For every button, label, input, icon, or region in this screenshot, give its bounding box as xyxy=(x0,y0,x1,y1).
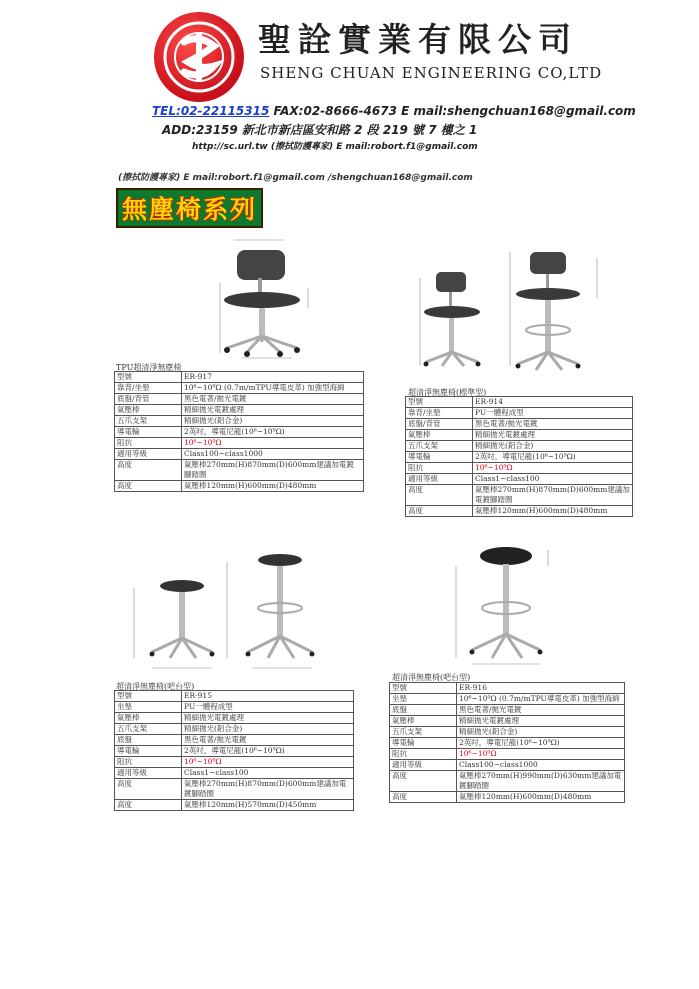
spec-key: 導電輪 xyxy=(115,427,182,438)
spec-value: 氣壓棒120mm(H)600mm(D)480mm xyxy=(457,792,625,803)
table-row xyxy=(406,430,633,441)
spec-value: 10⁶~10⁹Ω xyxy=(182,438,364,449)
spec-key: 高度 xyxy=(390,771,457,792)
product-photo-er916 xyxy=(448,536,568,668)
product-photo-er914 xyxy=(412,238,622,383)
spec-key: 導電輪 xyxy=(115,746,182,757)
spec-value: 精細拋光電鍍處理 xyxy=(473,430,633,441)
spec-key: 氣壓棒 xyxy=(115,713,182,724)
web-line: http://sc.url.tw (擦拭防護專家) E mail:robort.f1@gmail.com xyxy=(192,142,478,152)
spec-key: 高度 xyxy=(406,506,473,517)
spec-key: 型號 xyxy=(406,397,473,408)
table-row xyxy=(406,408,633,419)
spec-value: 10⁶~10⁹Ω xyxy=(182,757,354,768)
table-row xyxy=(115,768,354,779)
spec-key: 阻抗 xyxy=(115,438,182,449)
spec-key: 阻抗 xyxy=(115,757,182,768)
spec-table-er917 xyxy=(114,371,364,492)
table-row xyxy=(115,394,364,405)
company-name-cn: 聖詮實業有限公司 xyxy=(258,20,578,59)
spec-key: 五爪支架 xyxy=(115,724,182,735)
product-caption-er916: 超清淨無塵椅(吧台型) xyxy=(392,673,471,682)
spec-key: 阻抗 xyxy=(406,463,473,474)
table-row xyxy=(390,705,625,716)
spec-table-er915 xyxy=(114,690,354,811)
spec-key: 氣壓棒 xyxy=(390,716,457,727)
table-row xyxy=(115,746,354,757)
spec-value: 精細拋光電鍍處理 xyxy=(182,405,364,416)
spec-key: 五爪支架 xyxy=(390,727,457,738)
table-row xyxy=(115,724,354,735)
spec-key: 底盤/背管 xyxy=(406,419,473,430)
spec-key: 底盤 xyxy=(390,705,457,716)
table-row xyxy=(390,749,625,760)
spec-value: 氣壓棒270mm(H)990mm(D)630mm建議加電鍍腳踏圈 xyxy=(457,771,625,792)
table-row xyxy=(406,485,633,506)
spec-value: Class1~class100 xyxy=(473,474,633,485)
spec-key: 型號 xyxy=(115,372,182,383)
table-row xyxy=(406,474,633,485)
spec-key: 導電輪 xyxy=(390,738,457,749)
table-row xyxy=(115,427,364,438)
fax-mail-text: FAX:02-8666-4673 E mail:shengchuan168@gmail.com xyxy=(269,104,636,118)
spec-value: Class100~class1000 xyxy=(182,449,364,460)
spec-value: Class100~class1000 xyxy=(457,760,625,771)
spec-key: 阻抗 xyxy=(390,749,457,760)
spec-value: 氣壓棒270mm(H)870mm(D)600mm建議加電鍍腳踏圈 xyxy=(182,460,364,481)
table-row xyxy=(115,800,354,811)
spec-key: 靠背/坐墊 xyxy=(406,408,473,419)
spec-table-body xyxy=(115,691,354,811)
spec-key: 型號 xyxy=(390,683,457,694)
spec-value: 精細拋光電鍍處理 xyxy=(182,713,354,724)
spec-value: ER-915 xyxy=(182,691,354,702)
spec-key: 適用等級 xyxy=(390,760,457,771)
spec-key: 坐墊 xyxy=(115,702,182,713)
table-row xyxy=(406,441,633,452)
spec-key: 高度 xyxy=(115,460,182,481)
table-row xyxy=(115,460,364,481)
spec-value: ER-916 xyxy=(457,683,625,694)
spec-value: 10⁶~10⁹Ω (0.7m/mTPU導電皮革) 加強型海綿 xyxy=(457,694,625,705)
spec-value: ER-914 xyxy=(473,397,633,408)
table-row xyxy=(390,792,625,803)
address-line: ADD:23159 新北市新店區安和路 2 段 219 號 7 樓之 1 xyxy=(162,123,478,137)
spec-key: 高度 xyxy=(115,779,182,800)
spec-value: 2英吋，導電尼龍(10⁶~10⁹Ω) xyxy=(473,452,633,463)
spec-value: 黑色電著/拋光電鍍 xyxy=(182,394,364,405)
table-row xyxy=(115,438,364,449)
spec-key: 高度 xyxy=(406,485,473,506)
spec-value: 10⁶~10⁹Ω xyxy=(457,749,625,760)
table-row xyxy=(115,405,364,416)
spec-key: 底盤/背管 xyxy=(115,394,182,405)
spec-table-body xyxy=(406,397,633,517)
table-row xyxy=(406,419,633,430)
product-caption-er915: 超清淨無塵椅(吧台型) xyxy=(116,682,195,691)
spec-key: 底盤 xyxy=(115,735,182,746)
table-row xyxy=(406,463,633,474)
table-row xyxy=(390,683,625,694)
product-caption-er914: 超清淨無塵椅(標準型) xyxy=(408,388,487,397)
web-line-2: (擦拭防護專家) E mail:robort.f1@gmail.com /shengchuan168@gmail.com xyxy=(118,173,473,183)
table-row xyxy=(406,506,633,517)
spec-key: 適用等級 xyxy=(115,449,182,460)
table-row xyxy=(406,397,633,408)
spec-value: ER-917 xyxy=(182,372,364,383)
spec-value: PU一體程成型 xyxy=(473,408,633,419)
spec-value: 黑色電著/拋光電鍍 xyxy=(182,735,354,746)
table-row xyxy=(390,738,625,749)
spec-value: 精細拋光(鋁合金) xyxy=(473,441,633,452)
spec-value: 氣壓棒270mm(H)870mm(D)600mm建議加電鍍腳踏圈 xyxy=(182,779,354,800)
spec-key: 五爪支架 xyxy=(115,416,182,427)
tel-link[interactable]: TEL:02-22115315 xyxy=(152,104,270,118)
spec-key: 導電輪 xyxy=(406,452,473,463)
spec-value: 精細拋光(鋁合金) xyxy=(457,727,625,738)
spec-value: 氣壓棒270mm(H)870mm(D)600mm建議加電鍍腳踏圈 xyxy=(473,485,633,506)
table-row xyxy=(115,691,354,702)
spec-value: 10⁶~10⁹Ω (0.7m/mTPU導電皮革) 加強型海綿 xyxy=(182,383,364,394)
table-row xyxy=(115,735,354,746)
spec-value: 2英吋，導電尼龍(10⁶~10⁹Ω) xyxy=(457,738,625,749)
table-row xyxy=(115,416,364,427)
table-row xyxy=(115,713,354,724)
spec-value: 2英吋，導電尼龍(10⁶~10⁹Ω) xyxy=(182,746,354,757)
spec-key: 高度 xyxy=(115,800,182,811)
spec-value: 2英吋，導電尼龍(10⁶~10⁹Ω) xyxy=(182,427,364,438)
company-logo xyxy=(154,12,244,102)
table-row xyxy=(115,372,364,383)
spec-key: 高度 xyxy=(390,792,457,803)
spec-table-er916 xyxy=(389,682,625,803)
spec-table-er914 xyxy=(405,396,633,517)
product-photo-er915 xyxy=(122,548,342,673)
spec-table-body xyxy=(115,372,364,492)
spec-key: 五爪支架 xyxy=(406,441,473,452)
table-row xyxy=(390,760,625,771)
spec-value: 氣壓棒120mm(H)570mm(D)450mm xyxy=(182,800,354,811)
spec-key: 適用等級 xyxy=(406,474,473,485)
spec-value: 黑色電著/拋光電鍍 xyxy=(457,705,625,716)
spec-key: 靠背/坐墊 xyxy=(115,383,182,394)
product-photo-er917 xyxy=(212,228,372,360)
spec-table-body xyxy=(390,683,625,803)
table-row xyxy=(115,449,364,460)
spec-key: 氣壓棒 xyxy=(406,430,473,441)
spec-key: 高度 xyxy=(115,481,182,492)
table-row xyxy=(390,771,625,792)
spec-value: 精細拋光(鋁合金) xyxy=(182,724,354,735)
table-row xyxy=(390,694,625,705)
table-row xyxy=(115,757,354,768)
series-title: 無塵椅系列 xyxy=(116,188,263,228)
spec-value: 氣壓棒120mm(H)600mm(D)480mm xyxy=(473,506,633,517)
spec-key: 氣壓棒 xyxy=(115,405,182,416)
spec-value: PU一體程成型 xyxy=(182,702,354,713)
spec-key: 坐墊 xyxy=(390,694,457,705)
table-row xyxy=(390,727,625,738)
product-caption-er917: TPU超清淨無塵椅 xyxy=(116,363,182,372)
table-row xyxy=(406,452,633,463)
spec-value: 精細拋光(鋁合金) xyxy=(182,416,364,427)
table-row xyxy=(115,383,364,394)
table-row xyxy=(390,716,625,727)
spec-key: 適用等級 xyxy=(115,768,182,779)
spec-key: 型號 xyxy=(115,691,182,702)
spec-value: 黑色電著/拋光電鍍 xyxy=(473,419,633,430)
table-row xyxy=(115,481,364,492)
table-row xyxy=(115,702,354,713)
spec-value: 精細拋光電鍍處理 xyxy=(457,716,625,727)
company-name-en: SHENG CHUAN ENGINEERING CO,LTD xyxy=(260,64,603,82)
contact-line-tel-fax xyxy=(152,104,636,118)
spec-value: 10⁶~10⁹Ω xyxy=(473,463,633,474)
spec-value: 氣壓棒120mm(H)600mm(D)480mm xyxy=(182,481,364,492)
logo-emblem-icon xyxy=(154,12,244,102)
table-row xyxy=(115,779,354,800)
spec-value: Class1~class100 xyxy=(182,768,354,779)
